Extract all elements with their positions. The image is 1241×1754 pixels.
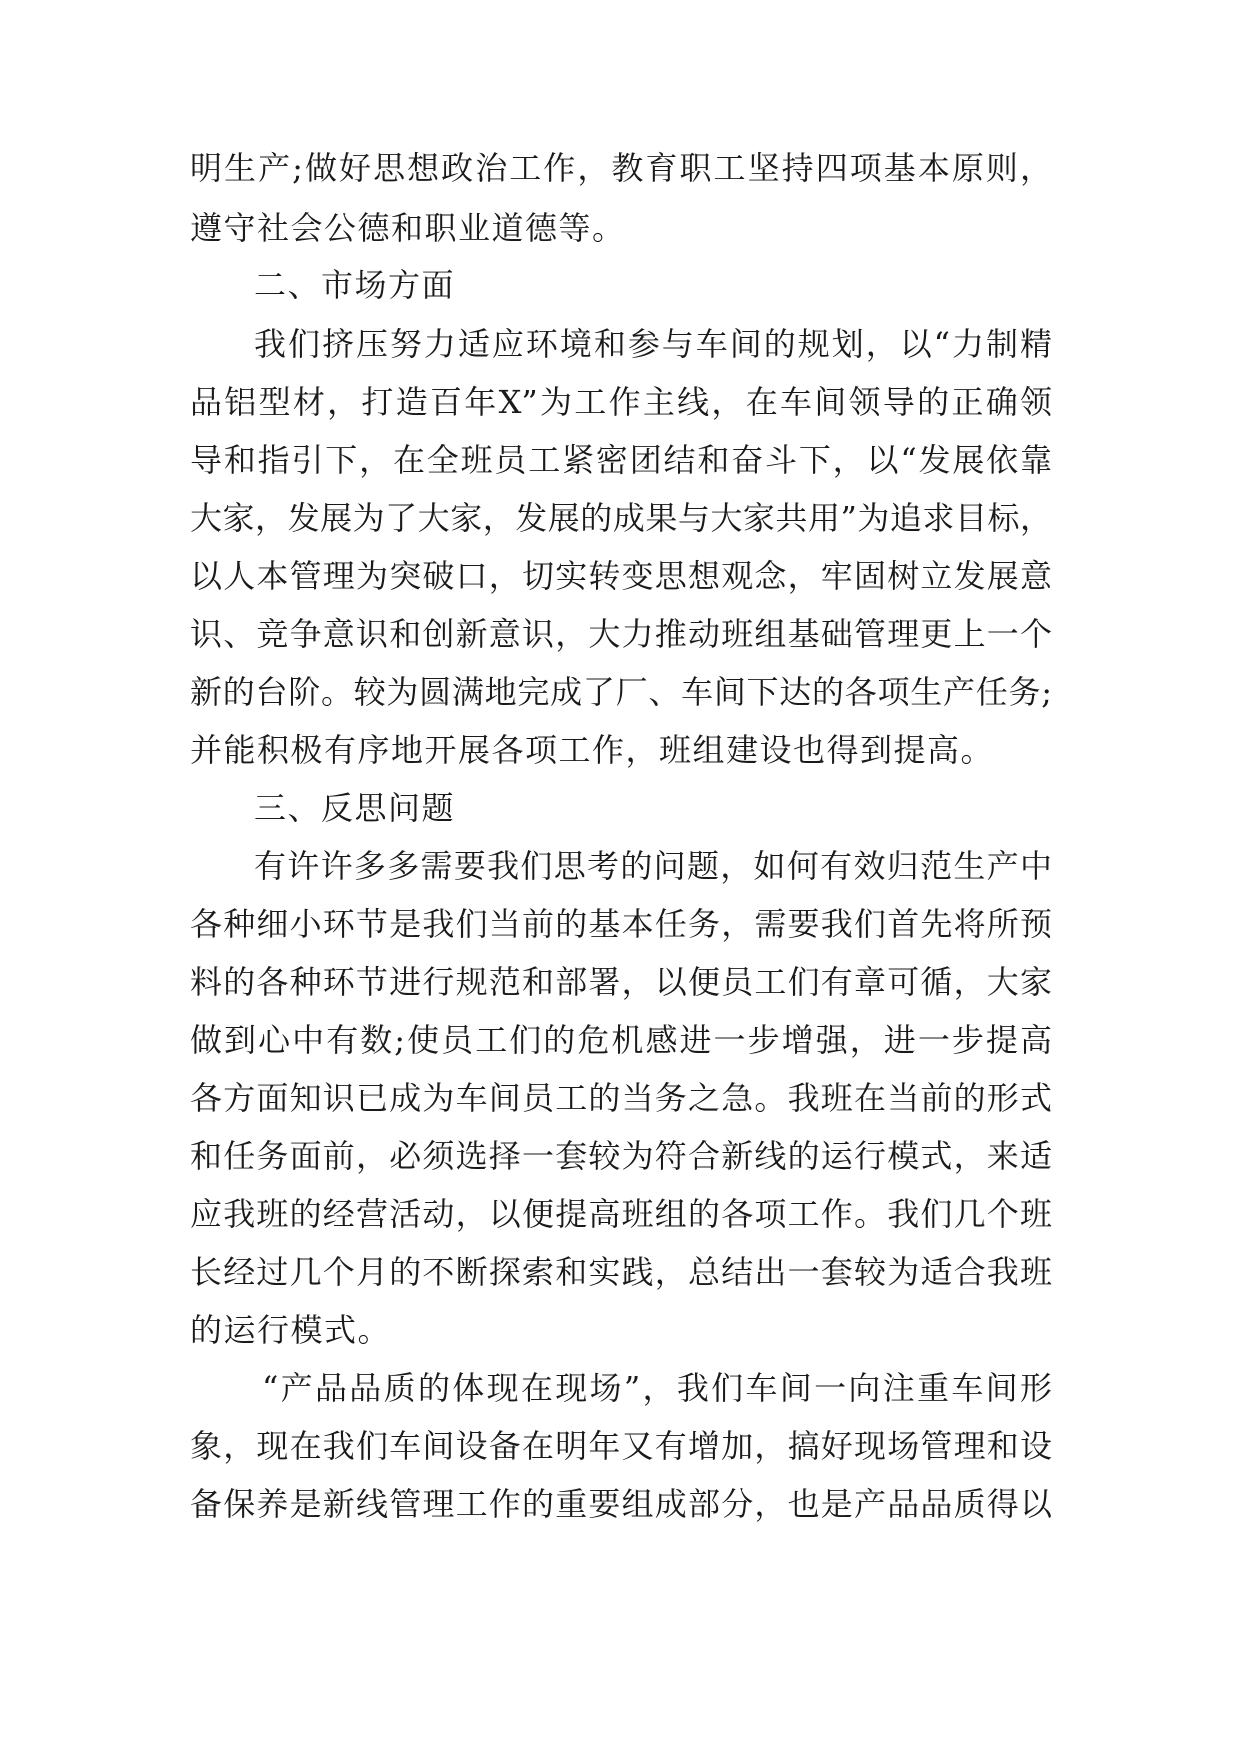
paragraph-line: 象，现在我们车间设备在明年又有增加，搞好现场管理和设 — [190, 1427, 1052, 1465]
paragraph-line: 识、竞争意识和创新意识，大力推动班组基础管理更上一个 — [190, 615, 1052, 653]
paragraph-line: “产品品质的体现在现场”，我们车间一向注重车间形 — [262, 1369, 1052, 1407]
paragraph-line: 明生产;做好思想政治工作，教育职工坚持四项基本原则， — [190, 149, 1052, 187]
paragraph-line: 大家，发展为了大家，发展的成果与大家共用”为追求目标， — [190, 499, 1052, 537]
paragraph-line: 和任务面前，必须选择一套较为符合新线的运行模式，来适 — [190, 1137, 1052, 1175]
paragraph-line: 新的台阶。较为圆满地完成了厂、车间下达的各项生产任务; — [190, 673, 1052, 711]
paragraph-line: 长经过几个月的不断探索和实践，总结出一套较为适合我班 — [190, 1253, 1052, 1291]
paragraph-line: 品铝型材，打造百年X”为工作主线，在车间领导的正确领 — [190, 383, 1052, 421]
paragraph-line: 我们挤压努力适应环境和参与车间的规划，以“力制精 — [254, 325, 1052, 363]
paragraph-line: 以人本管理为突破口，切实转变思想观念，牢固树立发展意 — [190, 557, 1052, 595]
paragraph-line: 料的各种环节进行规范和部署，以便员工们有章可循，大家 — [190, 963, 1052, 1001]
paragraph-line: 各种细小环节是我们当前的基本任务，需要我们首先将所预 — [190, 905, 1052, 943]
section-heading: 三、反思问题 — [254, 789, 456, 827]
section-heading: 二、市场方面 — [254, 266, 456, 304]
paragraph-line: 导和指引下，在全班员工紧密团结和奋斗下，以“发展依靠 — [190, 441, 1052, 479]
paragraph-line: 的运行模式。 — [190, 1311, 392, 1349]
paragraph-line: 做到心中有数;使员工们的危机感进一步增强，进一步提高 — [190, 1021, 1052, 1059]
paragraph-line: 各方面知识已成为车间员工的当务之急。我班在当前的形式 — [190, 1079, 1052, 1117]
paragraph-line: 应我班的经营活动，以便提高班组的各项工作。我们几个班 — [190, 1195, 1052, 1233]
paragraph-line: 并能积极有序地开展各项工作，班组建设也得到提高。 — [190, 731, 995, 769]
paragraph-line: 备保养是新线管理工作的重要组成部分，也是产品品质得以 — [190, 1485, 1052, 1523]
paragraph-line: 遵守社会公德和职业道德等。 — [190, 209, 626, 247]
paragraph-line: 有许许多多需要我们思考的问题，如何有效归范生产中 — [254, 847, 1052, 885]
